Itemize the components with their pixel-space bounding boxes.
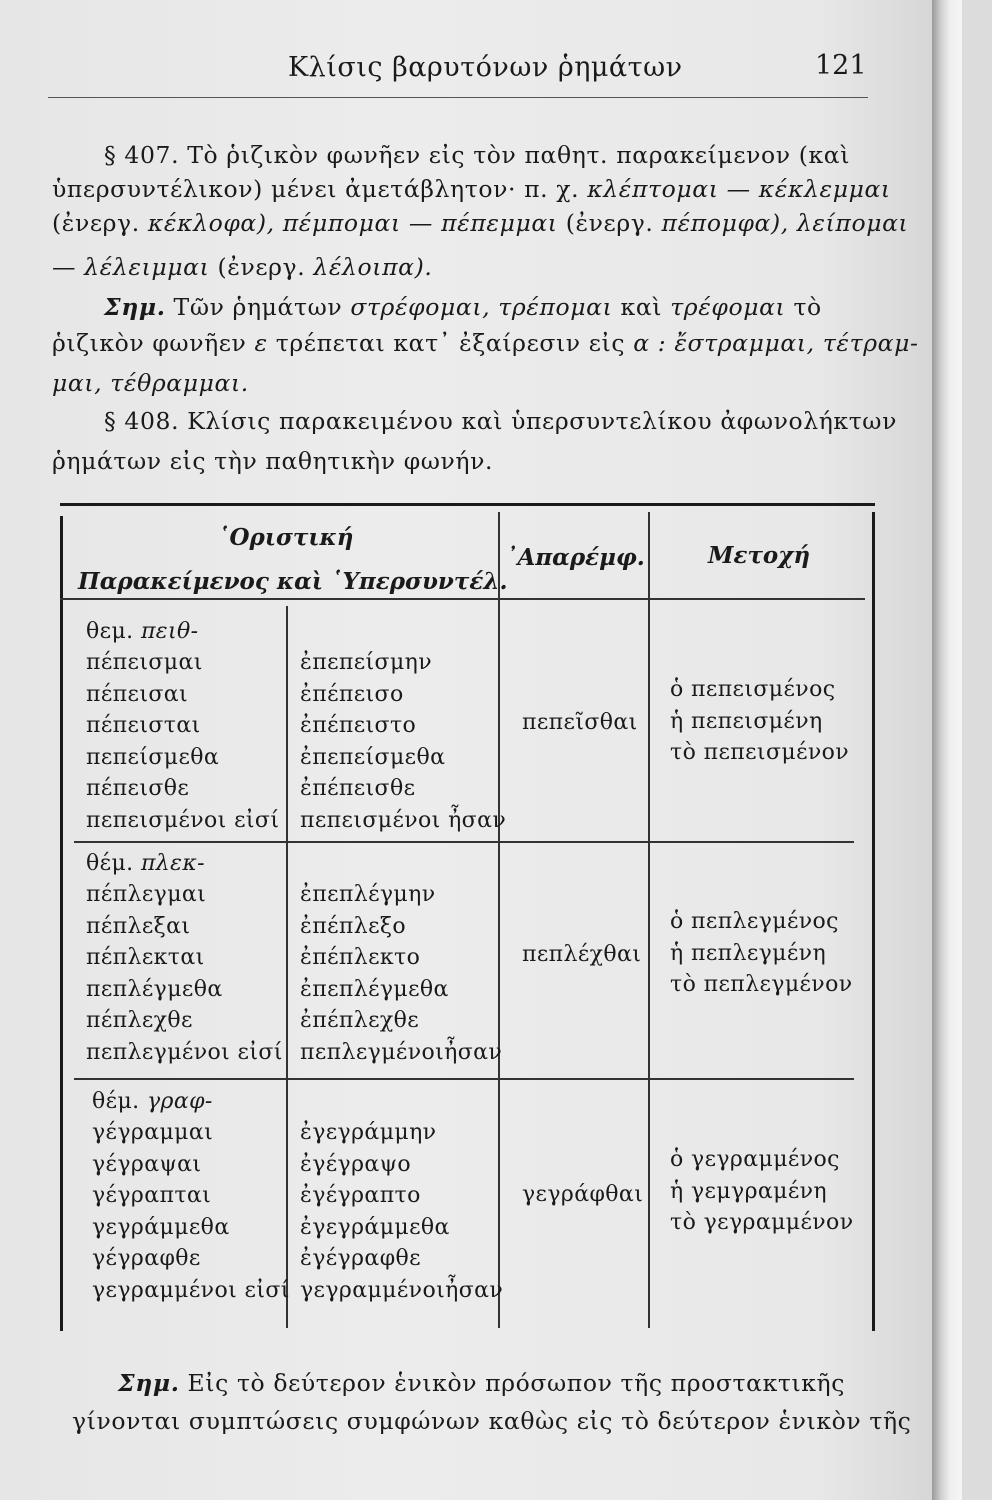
table-row: ἐπεπείσμην <box>300 650 433 675</box>
note-2-line-1: Σημ. Εἰς τὸ δεύτερον ἑνικὸν πρόσωπον τῆς προστακτικῆς <box>118 1369 846 1397</box>
table-right-border <box>872 512 875 1331</box>
table-row: πέπλεχθε <box>86 1008 193 1033</box>
table-row: πεπείσμεθα <box>86 744 220 770</box>
running-header-title: Κλίσις βαρυτόνων ῥημάτων <box>288 52 683 83</box>
group-3-participle: ὁ γεγραμμένος ἡ γεμγραμένη τὸ γεγραμμένον <box>670 1147 854 1235</box>
table-row: ἐγεγράμμεθα <box>300 1214 450 1240</box>
table-row: πέπεισμαι <box>86 650 203 675</box>
table-row: πέπεισται <box>86 713 201 738</box>
table-row: γέγραψαι <box>92 1151 202 1177</box>
group-1-infinitive: πεπεῖσθαι <box>522 710 638 735</box>
table-row: ἐπέπειστο <box>300 713 417 738</box>
header-infinitive: ᾽Απαρέμφ. <box>506 544 645 571</box>
note-1-label: Σημ. <box>104 293 166 321</box>
table-row: πεπλεγμένοι εἰσί <box>86 1039 283 1065</box>
table-row: ἐγέγραψο <box>300 1151 411 1177</box>
table-row: ἐπεπλέγμην <box>300 882 436 907</box>
table-row: γεγραμμένοι εἰσί <box>92 1277 290 1303</box>
paragraph-408-line-1: § 408. Κλίσις παρακειμένου καὶ ὑπερσυντελίκου ἀφωνολήκτων <box>104 407 897 435</box>
group-1-perfect <box>86 647 279 836</box>
table-row: πεπεισμένοι εἰσί <box>86 807 280 833</box>
table-left-border <box>60 516 63 1331</box>
table-row: ἐπέπλεξο <box>300 913 407 939</box>
note-1-line-3: μαι, τέθραμμαι. <box>52 369 249 397</box>
note-1-line-2: ῥιζικὸν φωνῆεν ε τρέπεται κατ᾽ ἐξαίρεσιν εἰς α : ἔστραμμαι, τέτραμ- <box>52 329 919 357</box>
table-row: πέπλεγμαι <box>86 882 207 907</box>
header-rule <box>48 97 868 98</box>
note-2-label: Σημ. <box>118 1369 180 1397</box>
table-row: ἐγέγραπτο <box>300 1183 421 1208</box>
group-1-participle: ὁ πεπεισμένος ἡ πεπεισμένη τὸ πεπεισμένον <box>670 677 850 765</box>
table-row: ἐπέπεισθε <box>300 776 416 801</box>
table-row: ἐπέπλεκτο <box>300 945 421 970</box>
header-perfect-pluperfect: Παρακείμενος καὶ ῾Υπερσυντέλ. <box>78 568 508 595</box>
group-3-perfect <box>92 1117 290 1306</box>
table-row: γέγραφθε <box>92 1246 201 1271</box>
table-row: πέπλεκται <box>86 945 205 970</box>
group-3-pluperfect <box>300 1117 503 1306</box>
stem-label-2: θέμ. πλεκ- <box>86 851 206 876</box>
table-row: πέπεισθε <box>86 776 190 801</box>
header-participle: Μετοχή <box>708 542 811 569</box>
paragraph-407-line-3: (ἐνεργ. κέκλοφα), πέμπομαι — πέπεμμαι (ἐνεργ. πέπομφα), λείπομαι <box>52 209 909 237</box>
table-row: γεγραμμένοιἦσαν <box>300 1277 504 1303</box>
page-edge-shadow <box>932 0 962 1500</box>
conjugation-table <box>60 503 875 1331</box>
table-row: πεπεισμένοι ἦσαν <box>300 807 507 833</box>
page-number: 121 <box>815 50 867 81</box>
table-row: πέπεισαι <box>86 681 189 707</box>
table-row: ἐπέπλεχθε <box>300 1008 420 1033</box>
table-row: πέπλεξαι <box>86 913 191 939</box>
paragraph-408-line-2: ῥημάτων εἰς τὴν παθητικὴν φωνήν. <box>52 447 494 475</box>
note-1-line-1: Σημ. Τῶν ῥημάτων στρέφομαι, τρέπομαι καὶ τρέφομαι τὸ <box>104 293 822 321</box>
group-1-pluperfect <box>300 647 506 836</box>
group-2-participle: ὁ πεπλεγμένος ἡ πεπλεγμένη τὸ πεπλεγμένον <box>670 909 853 997</box>
note-2-line-2: γίνονται συμπτώσεις συμφώνων καθὼς εἰς τὸ δεύτερον ἑνικὸν τῆς <box>72 1407 912 1435</box>
table-row: γέγραπται <box>92 1183 212 1208</box>
group-2-perfect <box>86 879 283 1068</box>
table-row: πεπλέγμεθα <box>86 976 223 1002</box>
table-row: ἐπεπείσμεθα <box>300 744 446 770</box>
table-row: γέγραμμαι <box>92 1120 214 1145</box>
table-row: ἐπεπλέγμεθα <box>300 976 449 1002</box>
paragraph-407-line-2: ὑπερσυντέλικον) μένει ἀμετάβλητον· π. χ. κλέπτομαι — κέκλεμμαι <box>52 175 891 203</box>
group-separator-1 <box>74 841 854 843</box>
stem-label-3: θέμ. γραφ- <box>92 1089 213 1114</box>
header-divider-2 <box>648 512 650 606</box>
table-row: γεγράμμεθα <box>92 1214 230 1240</box>
stem-label-1: θεμ. πειθ- <box>86 619 199 644</box>
paragraph-407-line-4: — λέλειμμαι (ἐνεργ. λέλοιπα). <box>52 253 433 281</box>
table-row: ἐγέγραφθε <box>300 1246 421 1271</box>
group-2-infinitive: πεπλέχθαι <box>522 942 642 967</box>
table-row: ἐπέπεισο <box>300 681 404 707</box>
group-2-pluperfect <box>300 879 502 1068</box>
body-divider-3 <box>648 606 650 1328</box>
paragraph-407-line-1: § 407. Τὸ ῥιζικὸν φωνῆεν εἰς τὸν παθητ. παρακείμενον (καὶ <box>104 141 851 169</box>
group-separator-2 <box>74 1078 854 1080</box>
header-bottom-rule <box>60 598 865 600</box>
table-row: πεπλεγμένοιἦσαν <box>300 1039 503 1065</box>
header-indicative: ῾Οριστική <box>218 524 354 551</box>
table-row: ἐγεγράμμην <box>300 1120 437 1145</box>
group-3-infinitive: γεγράφθαι <box>522 1182 644 1207</box>
